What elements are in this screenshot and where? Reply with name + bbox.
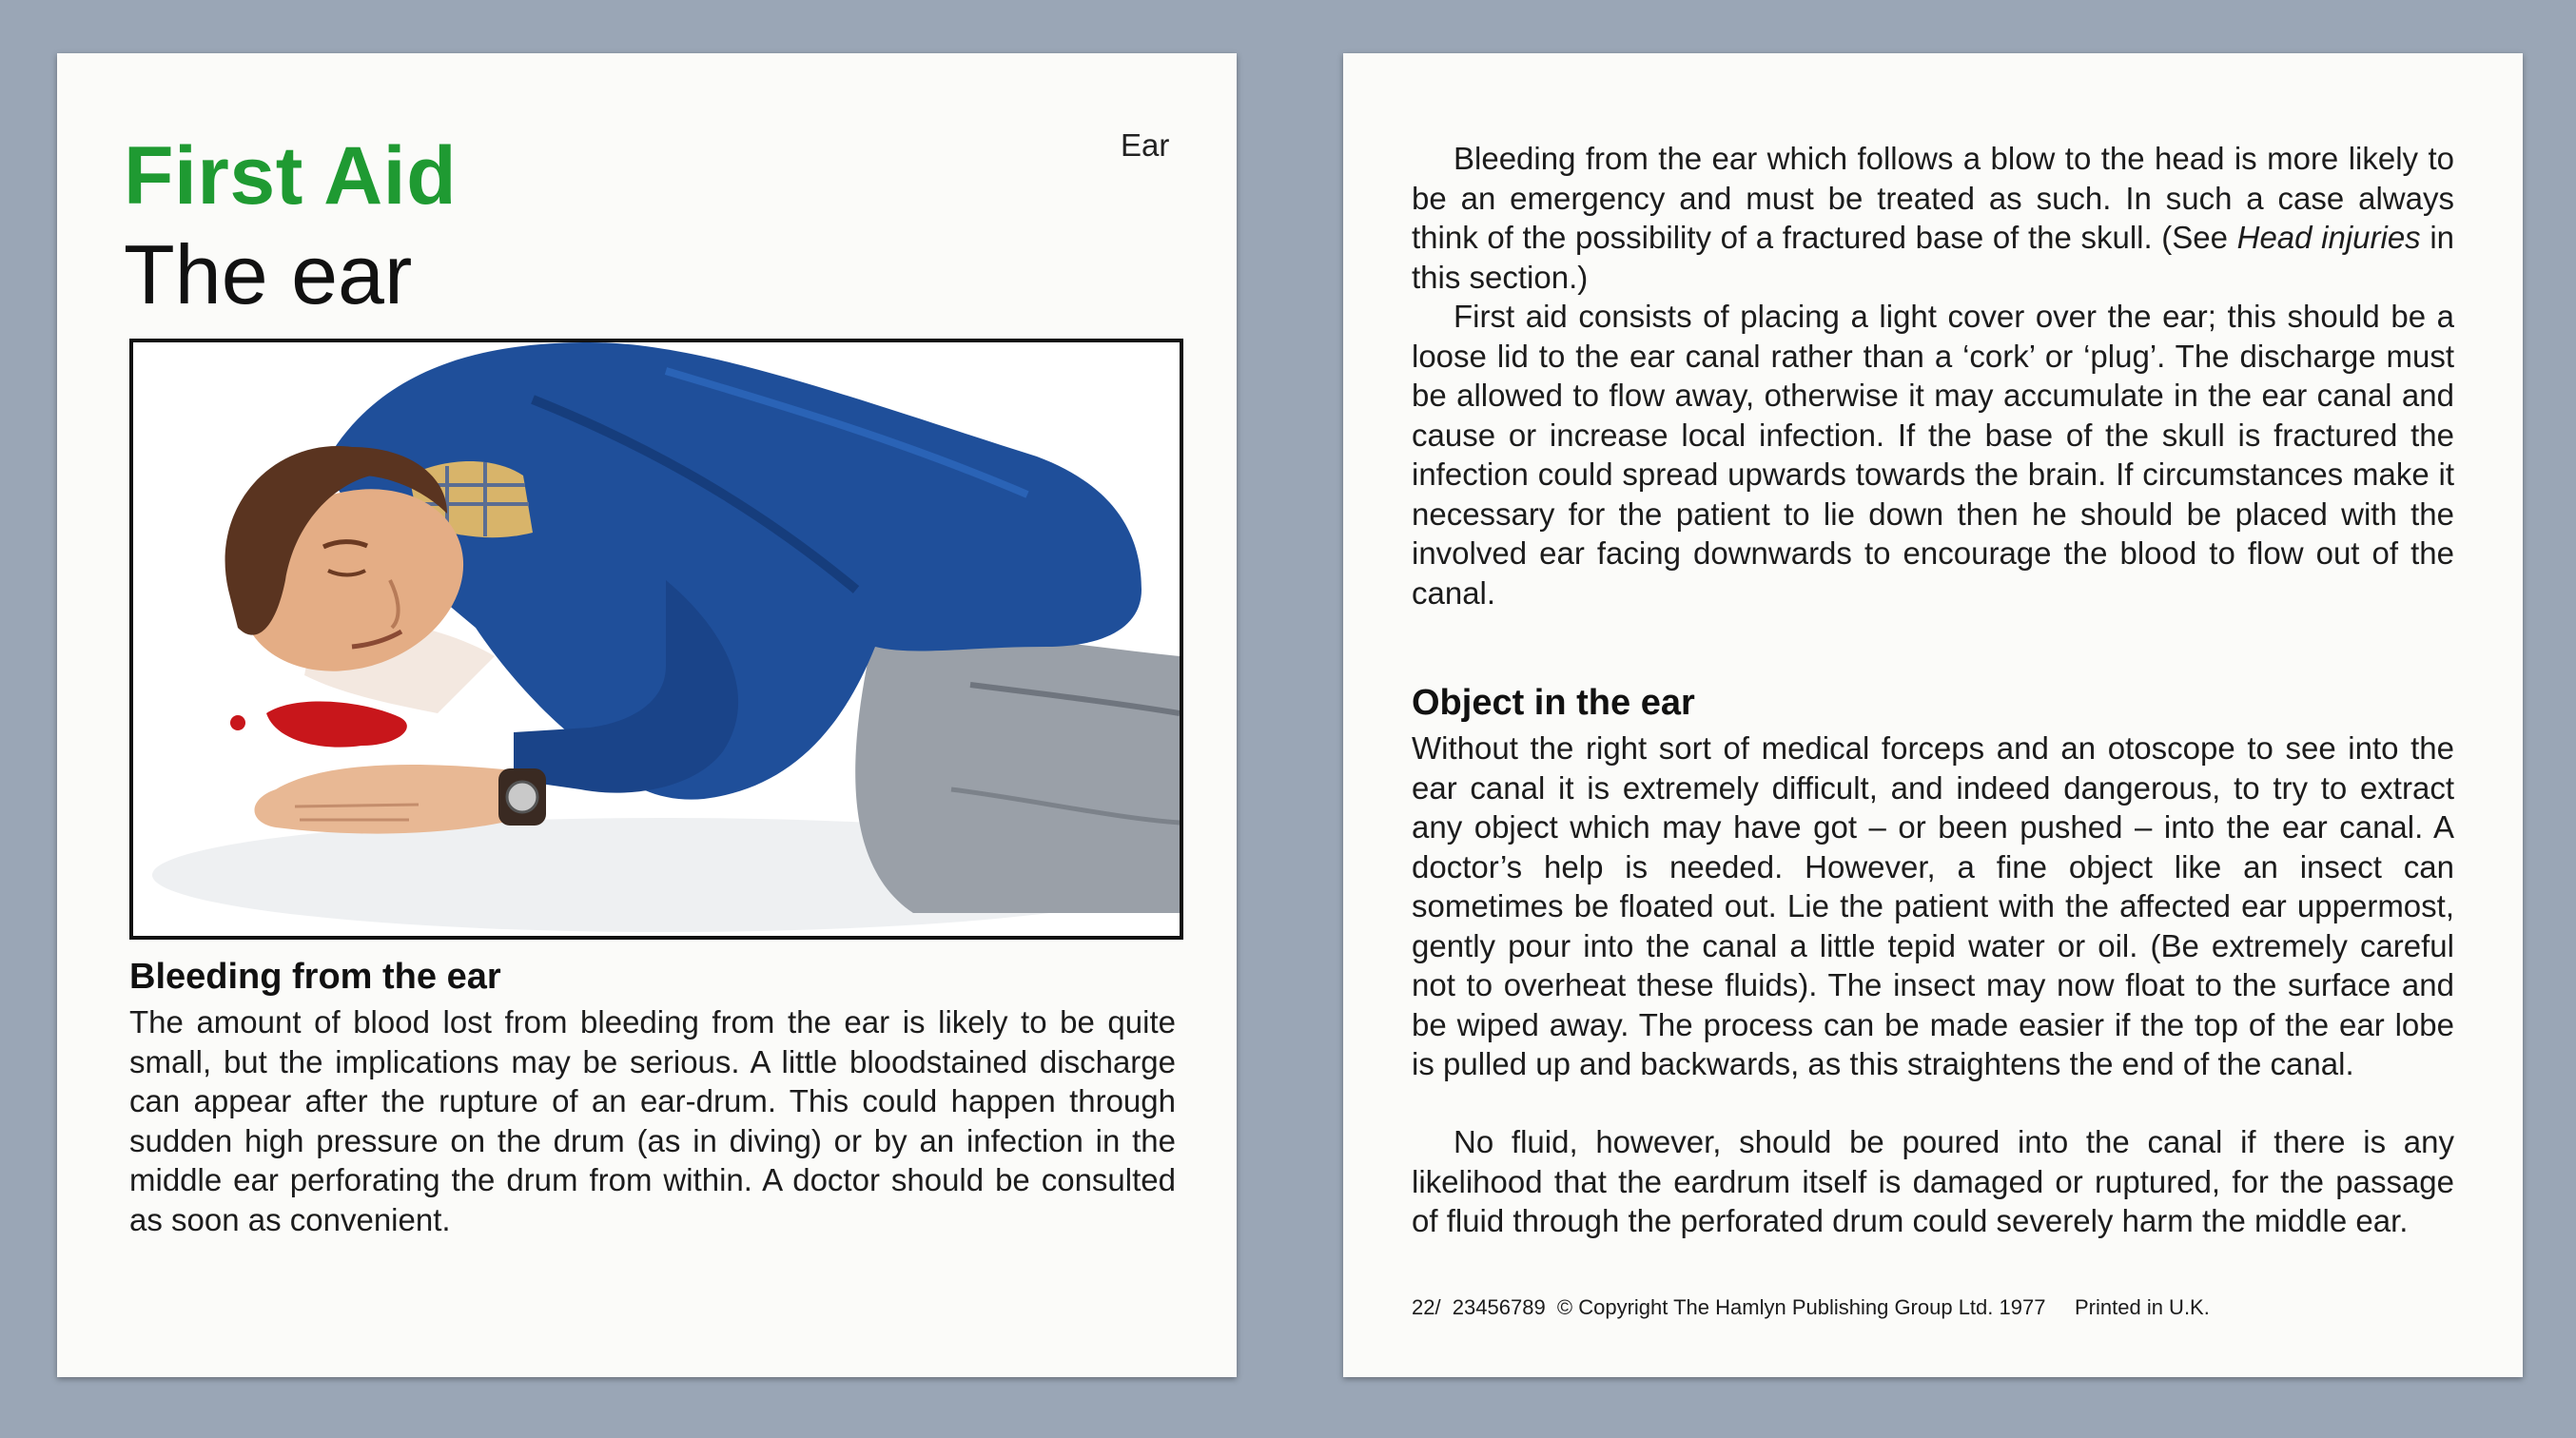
cross-reference-head-injuries: Head injuries: [2236, 220, 2421, 255]
paragraph-first-aid-cover-text: First aid consists of placing a light cover over the ear; this should be a loose lid to the ear canal rather than a ‘cork’ or ‘plug’. The discharge must be allowed to flow away, otherwise it may accumulate in the ear canal and cause or increase local infection. If the base of the skull is fractured the infection could spread upwards towards the brain. If circumstances make it necessary for the patient to lie down then he should be placed with the involved ear facing downwards to encourage the blood to flow out of the canal.: [1412, 299, 2454, 611]
paragraph-object-in-ear: Without the right sort of medical forceps and an otoscope to see into the ear canal it is extremely difficult, and indeed dangerous, to try to extract any object which may have got – or been pushed – into the ear canal. A doctor’s help is needed. However, a fine object like an insect can sometimes be floated out. Lie the patient with the affected ear uppermost, gently pour into the canal a little tepid water or oil. (Be extremely careful not to overheat these fluids). The insect may now float to the surface and be wiped away. The process can be made easier if the top of the ear lobe is pulled up and backwards, as this straightens the end of the canal.: [1412, 730, 2454, 1081]
brand-title: First Aid: [124, 130, 458, 222]
card-back: [1343, 53, 2523, 1377]
paragraph-blow-to-head: [1412, 139, 2454, 297]
copyright-footer: 22/ 23456789 © Copyright The Hamlyn Publishing Group Ltd. 1977 Printed in U.K.: [1412, 1295, 2210, 1319]
paragraph-blow-to-head-text: Bleeding from the ear which follows a blow to the head is more likely to be an emergency and must be treated as such. In such a case always think of the possibility of a fractured base of the skull. (See: [1412, 141, 2454, 255]
topic-label: Ear: [1121, 127, 1170, 163]
illustration-injured-man: [129, 339, 1183, 940]
paragraph-first-aid-cover: [1412, 297, 2454, 612]
paragraph-bleeding: The amount of blood lost from bleeding from the ear is likely to be quite small, but the implications may be serious. A little bloodstained discharge can appear after the rupture of an ear-drum. This could happen through sudden high pressure on the drum (as in diving) or by an infection in the middle ear perforating the drum from within. A doctor should be consulted as soon as convenient.: [129, 1004, 1176, 1237]
page-title: The ear: [124, 227, 413, 321]
card-front: [57, 53, 1237, 1377]
paragraph-no-fluid: [1412, 1122, 2454, 1241]
section-heading-bleeding: Bleeding from the ear: [129, 957, 501, 997]
section-heading-object: Object in the ear: [1412, 683, 1695, 723]
paragraph-blow-to-head-end: in this section.): [1412, 220, 2454, 295]
paragraph-no-fluid-text: No fluid, however, should be poured into the canal if there is any likelihood that the eardrum itself is damaged or ruptured, for the passage of fluid through the perforated drum could severely harm the middle ear.: [1412, 1124, 2454, 1238]
